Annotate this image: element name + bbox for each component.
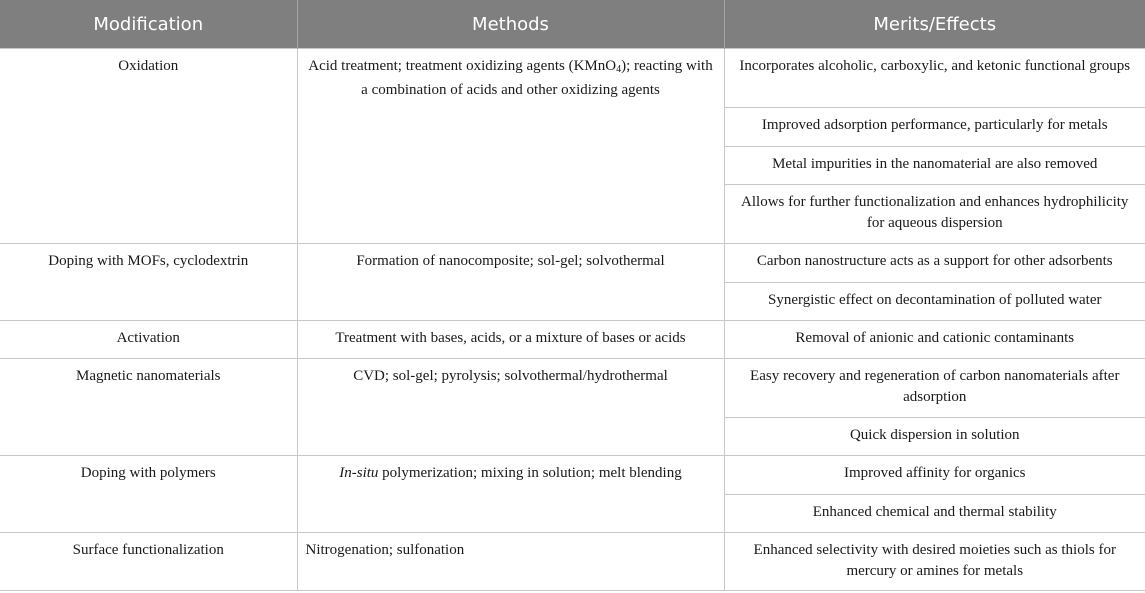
table-row — [0, 533, 1145, 591]
table-body — [0, 49, 1145, 591]
methods-text: Acid treatment; treatment oxidizing agents (KMnO — [308, 58, 617, 74]
modification-cell: Doping with polymers — [0, 456, 297, 533]
header-row — [0, 0, 1145, 49]
table-header — [0, 0, 1145, 49]
methods-cell — [297, 456, 724, 533]
merit-cell: Improved affinity for organics — [724, 456, 1145, 495]
merit-cell: Quick dispersion in solution — [724, 418, 1145, 456]
modification-cell: Surface functionalization — [0, 533, 297, 591]
modification-cell: Activation — [0, 321, 297, 359]
methods-text: polymerization; mixing in solution; melt blending — [378, 465, 682, 481]
merit-cell: Enhanced chemical and thermal stability — [724, 495, 1145, 533]
merit-cell: Improved adsorption performance, particularly for metals — [724, 108, 1145, 147]
table-row — [0, 49, 1145, 108]
merit-cell: Enhanced selectivity with desired moieties such as thiols for mercury or amines for metals — [724, 533, 1145, 591]
methods-cell — [297, 49, 724, 244]
methods-italic-text: In-situ — [339, 465, 379, 481]
merit-cell: Metal impurities in the nanomaterial are also removed — [724, 147, 1145, 185]
modification-cell: Doping with MOFs, cyclodextrin — [0, 244, 297, 321]
table-row — [0, 321, 1145, 359]
modification-cell: Oxidation — [0, 49, 297, 244]
methods-cell: CVD; sol-gel; pyrolysis; solvothermal/hydrothermal — [297, 359, 724, 456]
merit-cell: Removal of anionic and cationic contaminants — [724, 321, 1145, 359]
merit-cell: Incorporates alcoholic, carboxylic, and ketonic functional groups — [724, 49, 1145, 108]
header-modification: Modification — [0, 0, 297, 49]
methods-text: ); reacting with a combination of acids and other oxidizing agents — [361, 58, 713, 98]
table-row — [0, 359, 1145, 418]
merit-cell: Easy recovery and regeneration of carbon nanomaterials after adsorption — [724, 359, 1145, 418]
table-row — [0, 244, 1145, 283]
header-methods: Methods — [297, 0, 724, 49]
table-row — [0, 456, 1145, 495]
methods-cell: Treatment with bases, acids, or a mixture of bases or acids — [297, 321, 724, 359]
modification-cell: Magnetic nanomaterials — [0, 359, 297, 456]
methods-cell: Formation of nanocomposite; sol-gel; solvothermal — [297, 244, 724, 321]
merit-cell: Synergistic effect on decontamination of polluted water — [724, 283, 1145, 321]
header-merits: Merits/Effects — [724, 0, 1145, 49]
methods-cell: Nitrogenation; sulfonation — [297, 533, 724, 591]
merit-cell: Allows for further functionalization and enhances hydrophilicity for aqueous dispersion — [724, 185, 1145, 244]
merit-cell: Carbon nanostructure acts as a support for other adsorbents — [724, 244, 1145, 283]
methods-subscript: 4 — [616, 64, 622, 75]
